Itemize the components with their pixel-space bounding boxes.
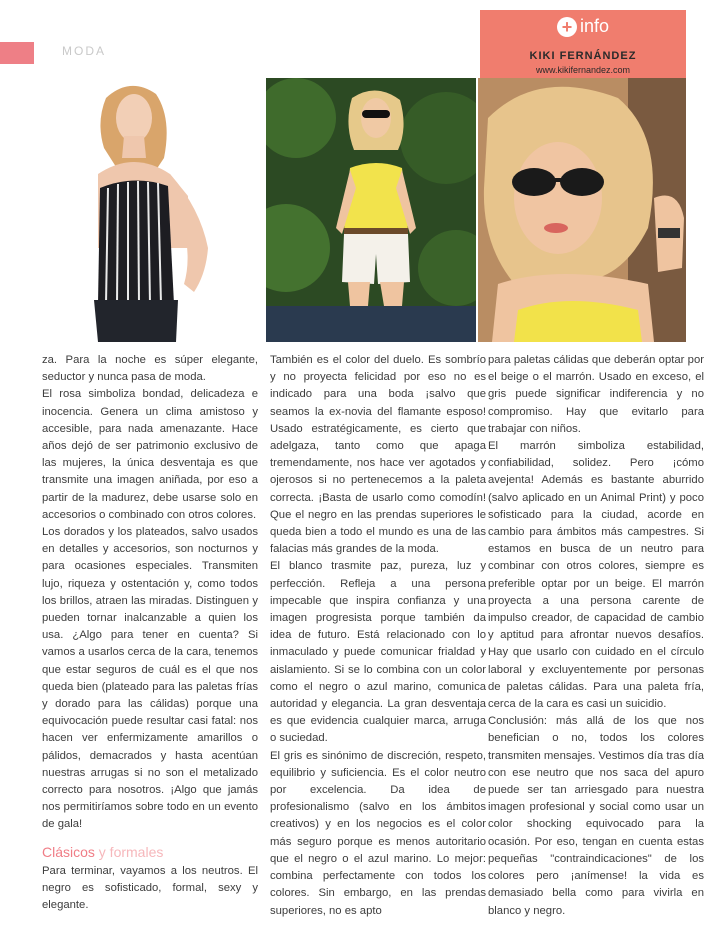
photo-yellow-top-street: [266, 78, 476, 342]
paragraph: También es el color del duelo. Es sombrío y no proyecta felicidad por eso no es indicado para una boda ¡salvo que seamos la ex-novia del flamante esposo! Usado estratégicamente, es cierto que adelgaza, tanto como que apaga tremendamente, nos hace ver agotados y ojerosos si no pertenecemos a la paleta correcta. ¡Basta de usarlo como comodín! Que el negro en las prendas superiores le queda bien a todo el mundo es una de las falacias más grandes de la moda.: [270, 354, 486, 556]
paragraph: para paletas cálidas que deberán optar por el beige o el marrón. Usado en exceso, el gris puede significar indiferencia y no compromiso. Hay que evitarlo para trabajar con niños.: [488, 354, 704, 435]
paragraph: Los dorados y los plateados, salvo usados en detalles y accesorios, son nocturnos y para ocasiones especiales. Transmiten lujo, riqueza y ostentación y, como todos los brillos, atraen las miradas. Distinguen y pueden tornar inalcanzable a quien los usa. ¿Algo para tener en cuenta? Si vamos a usarlos cerca de la cara, tenemos que estar seguros de cuál es el que nos queda bien (plateado para las paletas frías y dorado para las cálidas) porque una equivocación puede resultar casi fatal: nos hacen ver enfermizamente amarillos o pálidos, demacrados y hasta acentúan nuestras arrugas si no son el metalizado correcto para nosotros. ¡Algo que jamás nos permitiríamos sobre todo en un evento de gala!: [42, 526, 258, 831]
info-author-name: KIKI FERNÁNDEZ: [529, 50, 637, 62]
info-box: [480, 10, 686, 82]
info-author-url: www.kikifernandez.com: [535, 65, 631, 75]
paragraph: El gris es sinónimo de discreción, respeto, equilibrio y suficiencia. Es el color neutro por excelencia. Da idea de profesionalismo (salvo en los ámbitos creativos) y en los negocios es el color más seguro porque es menos autoritario que el negro o el azul marino. Lo mejor: combina perfectamente con todos los colores. Sin embargo, en las prendas superiores, no es apto: [270, 749, 486, 917]
paragraph: El blanco trasmite paz, pureza, luz y perfección. Refleja a una persona impecable que inspira confianza y una imagen progresista porque también da idea de futuro. Está relacionado con lo inmaculado y puede comunicar frialdad y aislamiento. Si se lo combina con un color como el negro o azul marino, comunica autoridad y elegancia. La gran desventaja es que evidencia cualquier marca, arruga o suciedad.: [270, 560, 486, 745]
paragraph: Para terminar, vayamos a los neutros. El negro es sofisticado, formal, sexy y elegante.: [42, 864, 258, 912]
text-column-2: [270, 352, 486, 920]
paragraph: za. Para la noche es súper elegante, seductor y nunca pasa de moda.: [42, 354, 258, 384]
section-label: MODA: [62, 44, 106, 58]
paragraph: El rosa simboliza bondad, delicadeza e inocencia. Genera un clima amistoso y accesible, para nada amenazante. Hace años dejó de ser patrimonio exclusivo de las mujeres, la única desventaja es que transmite una imagen aniñada, por eso a partir de la madurez, debe usarse solo en accesorios o combinado con otros colores.: [42, 388, 258, 521]
photo-striped-camisole: [38, 78, 262, 342]
info-title: info: [579, 16, 610, 36]
paragraph: El marrón simboliza estabilidad, confiabilidad, solidez. Pero ¡cómo avejenta! Además es bastante aburrido (salvo aplicado en un Animal Print) y poco sofisticado para la ciudad, acorde en cambio para ámbitos más campestres. Si estamos en busca de un neutro para combinar con otros colores, siempre es preferible optar por un beige. El marrón proyecta a una persona carente de impulso creador, de capacidad de cambio y aptitud para afrontar nuevos desafíos. Hay que usarlo con cuidado en el círculo laboral y excluyentemente por personas de paletas cálidas. Para una paleta fría, cerca de la cara es casi un suicidio.: [488, 440, 704, 711]
subheading-main: Clásicos: [42, 843, 95, 860]
info-heading: [480, 16, 686, 37]
subheading: [42, 844, 258, 861]
photo-sunglasses-closeup: [478, 78, 686, 342]
paragraph: Conclusión: más allá de los que nos benefician o no, todos los colores transmiten mensajes. Vestimos día tras día con ese neutro que nos saca del apuro puede ser tan arriesgado para nuestra imagen profesional y social como usar un color shocking equivocado para la ocasión. Por eso, tengan en cuenta estas pequeñas "contraindicaciones" de los colores pero ¡anímense! la vida es demasiado bella como para vivirla en blanco y negro.: [488, 715, 704, 917]
subheading-light: y formales: [98, 843, 164, 860]
plus-icon: +: [557, 17, 577, 37]
section-tab-marker: [0, 42, 34, 64]
text-column-3: [488, 352, 704, 920]
text-column-1: [42, 352, 258, 915]
